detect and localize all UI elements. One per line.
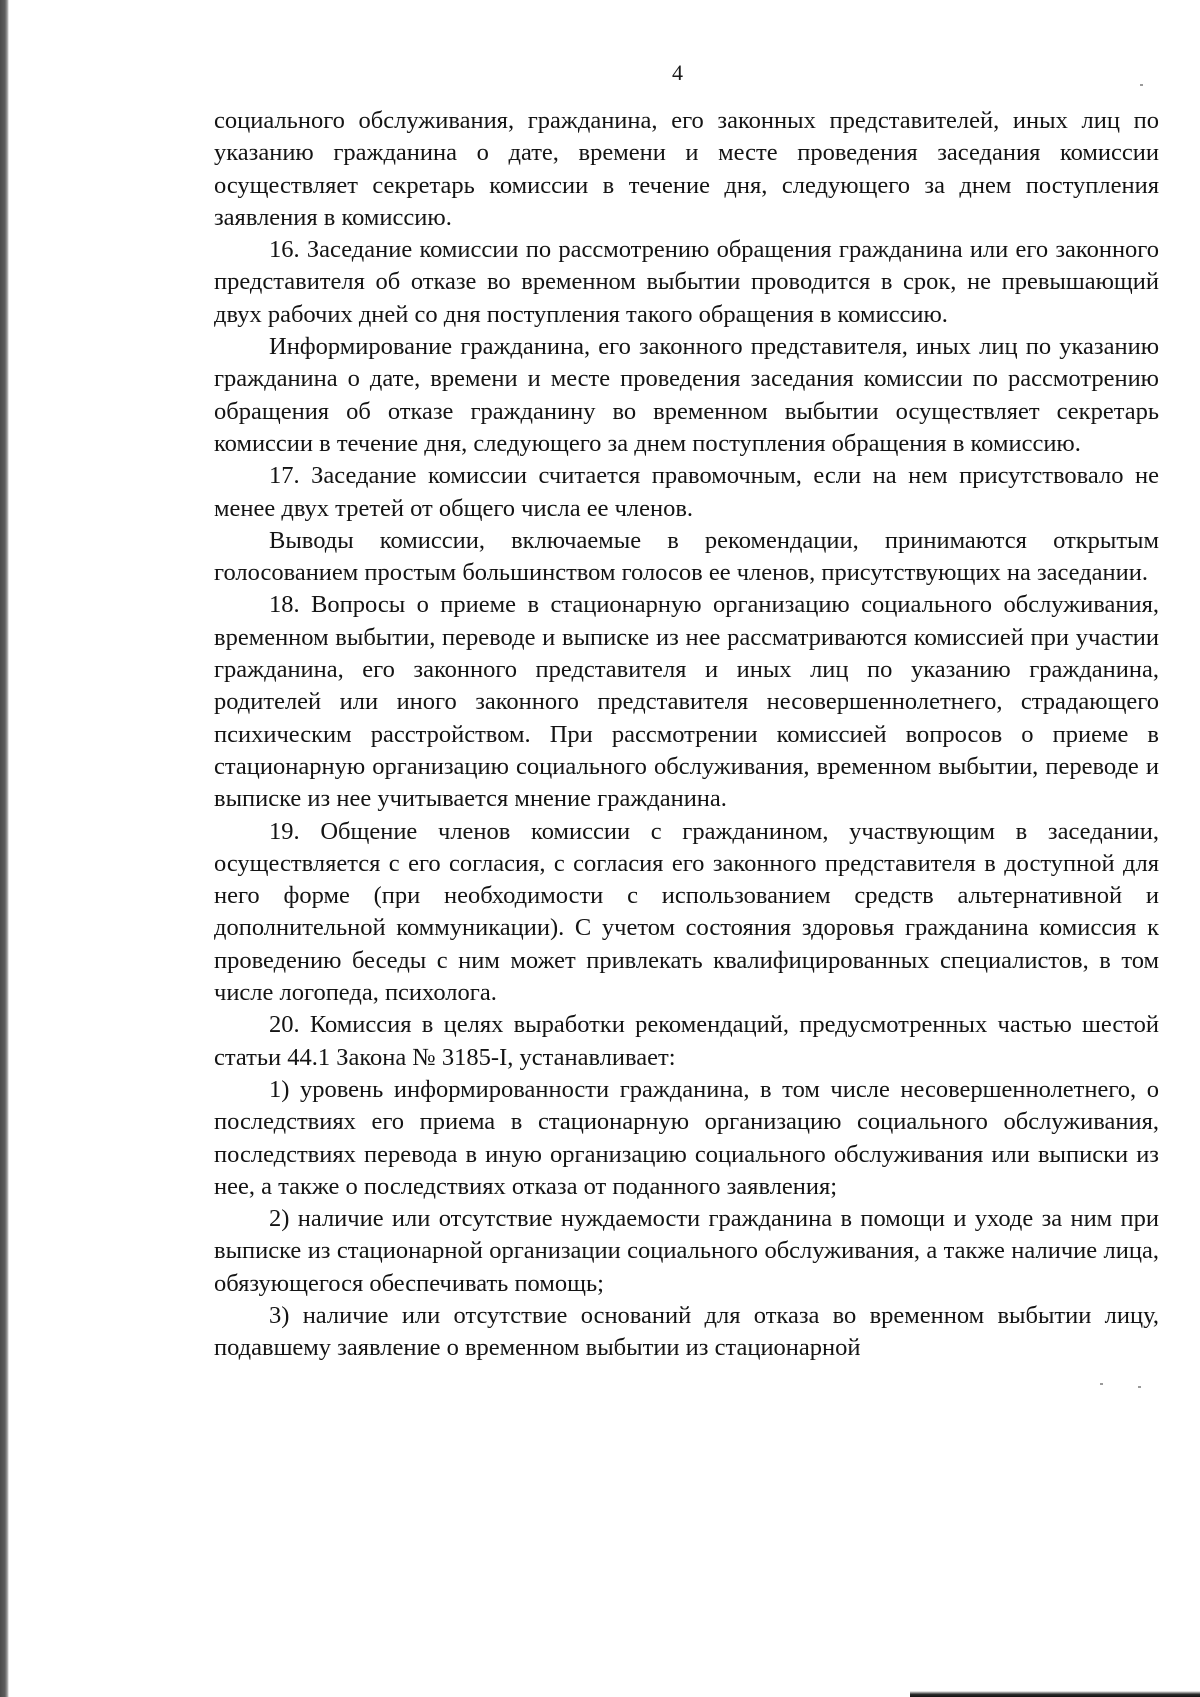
- scan-speck: [1140, 84, 1143, 86]
- paragraph-continuation: социального обслуживания, гражданина, его законных представителей, иных лиц по указанию гражданина о дате, времени и месте проведения заседания комиссии осуществляет секретарь комиссии в течение дня, следующего за днем поступления заявления в комиссию.: [214, 107, 1159, 231]
- scan-speck: [1100, 1383, 1103, 1385]
- paragraph-20-item-3: 3) наличие или отсутствие оснований для отказа во временном выбытии лицу, подавшему заявление о временном выбытии из стационарной: [214, 1301, 1159, 1362]
- paragraph-20: 20. Комиссия в целях выработки рекомендаций, предусмотренных частью шестой статьи 44.1 Закона № 3185-I, устанавливает:: [214, 1011, 1159, 1071]
- page-number: 4: [672, 60, 683, 85]
- paragraph-20-item-2: 2) наличие или отсутствие нуждаемости гражданина в помощи и уходе за ним при выписке из стационарной организации социального обслуживания, а также наличие лица, обязующегося обеспечивать помощь;: [214, 1205, 1159, 1297]
- paragraph-17-conclusions: Выводы комиссии, включаемые в рекомендации, принимаются открытым голосованием простым большинством голосов ее членов, присутствующих на заседании.: [214, 526, 1159, 587]
- scan-left-edge: [0, 0, 9, 1697]
- paragraph-18: 18. Вопросы о приеме в стационарную организацию социального обслуживания, временном выбытии, переводе и выписке из нее рассматриваются комиссией при участии гражданина, его законного представителя и иных лиц по указанию гражданина, родителей или иного законного представителя несовершеннолетнего, страдающего психическим расстройством. При рассмотрении комиссией вопросов о приеме в стационарную организацию социального обслуживания, временном выбытии, переводе и выписке из нее учитывается мнение гражданина.: [214, 591, 1159, 813]
- paragraph-16-informing: Информирование гражданина, его законного представителя, иных лиц по указанию гражданина о дате, времени и месте проведения заседания комиссии по рассмотрению обращения об отказе гражданину во временном выбытии осуществляет секретарь комиссии в течение дня, следующего за днем поступления обращения в комиссию.: [214, 333, 1159, 457]
- paragraph-20-item-1: 1) уровень информированности гражданина, в том числе несовершеннолетнего, о последствиях его приема в стационарную организацию социального обслуживания, последствиях перевода в иную организацию социального обслуживания или выписки из нее, а также о последствиях отказа от поданного заявления;: [214, 1075, 1159, 1200]
- paragraph-16: 16. Заседание комиссии по рассмотрению обращения гражданина или его законного представителя об отказе во временном выбытии проводится в срок, не превышающий двух рабочих дней со дня поступления такого обращения в комиссию.: [214, 236, 1159, 328]
- document-body: [214, 105, 1159, 1365]
- scan-speck: [1138, 1386, 1141, 1388]
- paragraph-17: 17. Заседание комиссии считается правомочным, если на нем присутствовало не менее двух третей от общего числа ее членов.: [214, 462, 1159, 522]
- paragraph-19: 19. Общение членов комиссии с гражданином, участвующим в заседании, осуществляется с его согласия, с согласия его законного представителя в доступной для него форме (при необходимости с использованием средств альтернативной и дополнительной коммуникации). С учетом состояния здоровья гражданина комиссия к проведению беседы с ним может привлекать квалифицированных специалистов, в том числе логопеда, психолога.: [214, 817, 1159, 1007]
- scan-bottom-edge: [910, 1691, 1200, 1697]
